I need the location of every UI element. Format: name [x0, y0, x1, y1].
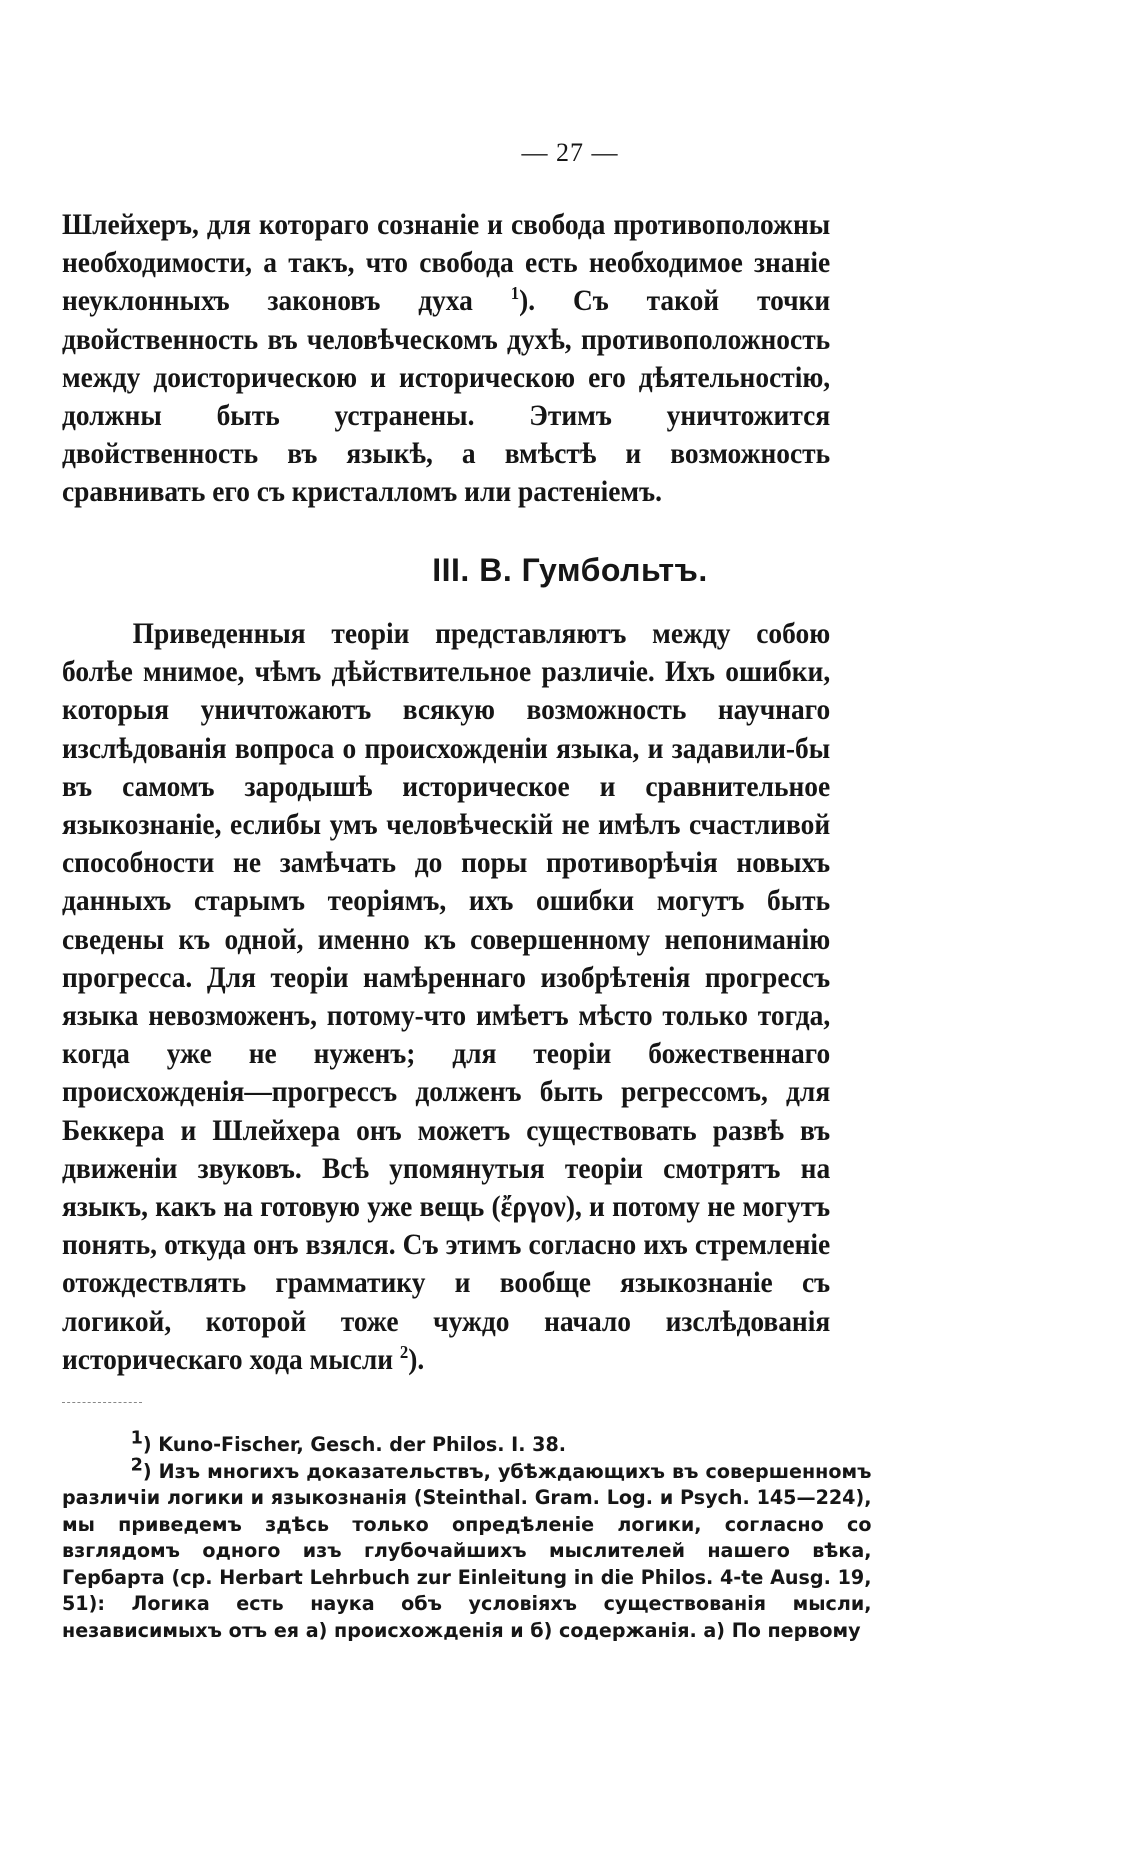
paragraph-1-text-after: ). Съ такой точки двойственность въ человѣческомъ духѣ, противоположность между доисторическою и историческою его дѣятельностію, должны быть устранены. Этимъ уничтожится двойственность въ языкѣ, а вмѣстѣ и возможность сравнивать его съ кристалломъ или растеніемъ. [62, 285, 831, 509]
paragraph-1 [62, 206, 830, 512]
page-number: — 27 — [521, 138, 619, 167]
section-heading: III. В. Гумбольтъ. [432, 552, 708, 588]
paragraph-2-text: Приведенныя теоріи представляютъ между собою болѣе мнимое, чѣмъ дѣйствительное различіе. Ихъ ошибки, которыя уничтожаютъ всякую возможность научнаго изслѣдованія вопроса о происхожденіи языка, и задавили-бы въ самомъ зародышѣ историческое и сравнительное языкознаніе, еслибы умъ человѣческій не имѣлъ счастливой способности не замѣчать до поры противорѣчія новыхъ данныхъ старымъ теоріямъ, ихъ ошибки могутъ быть сведены къ одной, именно къ совершенному непониманію прогресса. Для теоріи намѣреннаго изобрѣтенія прогрессъ языка невозможенъ, потому-что имѣетъ мѣсто только тогда, когда уже не нуженъ; для теоріи божественнаго происхожденія—прогрессъ долженъ быть регрессомъ, для Беккера и Шлейхера онъ можетъ существовать развѣ въ движеніи звуковъ. Всѣ упомянутыя теоріи смотрятъ на языкъ, какъ на готовую уже вещь (ἔργον), и потому не могутъ понять, откуда онъ взялся. Съ этимъ согласно ихъ стремленіе отождествлять грамматику и вообще языкознаніе съ логикой, которой тоже чуждо начало изслѣдованія историческаго хода мысли [62, 618, 831, 1376]
footnote-2-text: ) Изъ многихъ доказательствъ, убѣждающихъ въ совершенномъ различіи логики и языкознанія (Steinthal. Gram. Log. и Psych. 145—224), мы приведемъ здѣсь только опредѣленіе логики, согласно со взглядомъ одного изъ глубочайшихъ мыслителей нашего вѣка, Гербарта (ср. Herbart Lehrbuch zur Einleitung in die Philos. 4-te Ausg. 19, 51): Логика есть наука объ условіяхъ существованія мысли, независимыхъ отъ ея а) происхожденія и б) содержанія. а) По первому [62, 1459, 872, 1642]
footnote-1 [62, 1427, 871, 1459]
paragraph-2 [62, 615, 830, 1379]
footnote-2-marker: 2 [130, 1454, 143, 1475]
paragraph-2-text-after: ). [408, 1343, 425, 1376]
footnote-1-marker: 1 [130, 1427, 143, 1449]
footnote-ref-1: 1 [510, 283, 520, 304]
footnote-ref-2: 2 [399, 1342, 409, 1363]
footnote-separator [62, 1402, 142, 1403]
paragraph-1-text: Шлейхеръ, для котораго сознаніе и свобода противоположны необходимости, а такъ, что свобода есть необходимое знаніе неуклонныхъ законовъ духа [62, 209, 831, 318]
footnote-2 [62, 1454, 872, 1645]
footnote-1-text: ) Kuno-Fischer, Gesch. der Philos. I. 38. [142, 1433, 567, 1456]
footnotes [62, 1427, 872, 1644]
